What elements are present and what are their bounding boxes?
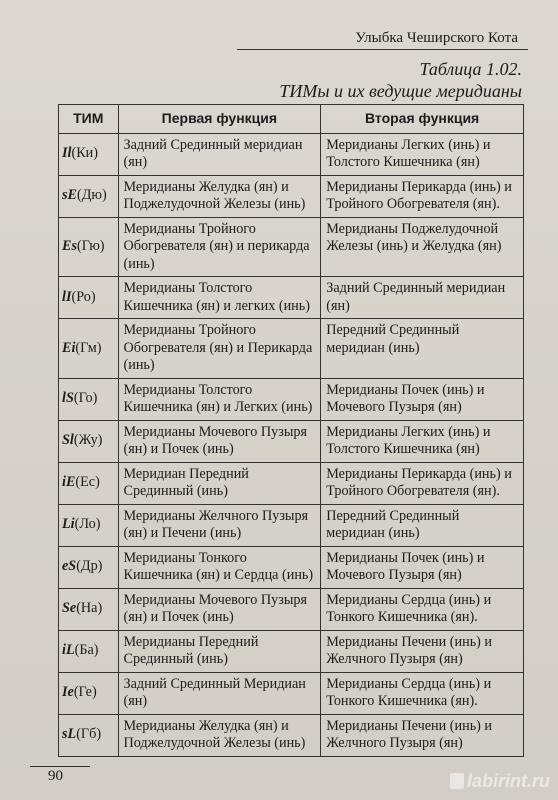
watermark-text: labirint.ru xyxy=(466,771,550,791)
tim-cell xyxy=(59,319,119,379)
tim-code: sE xyxy=(62,187,77,204)
table-row xyxy=(59,672,524,714)
table-row xyxy=(59,319,524,379)
tim-russian-name: (Ки) xyxy=(71,145,98,162)
table-row xyxy=(59,133,524,175)
second-function-cell: Меридианы Легких (инь) и Толстого Кишечника (ян) xyxy=(321,420,524,462)
tim-russian-name: (Гб) xyxy=(76,726,102,743)
first-function-cell: Меридианы Желудка (ян) и Поджелудочной Железы (инь) xyxy=(118,175,321,217)
caption-title: ТИМы и их ведущие меридианы xyxy=(279,81,522,101)
tim-code: Ie xyxy=(62,684,74,701)
tim-cell xyxy=(59,175,119,217)
table-row xyxy=(59,588,524,630)
tim-code: Li xyxy=(62,516,75,533)
tim-cell xyxy=(59,672,119,714)
tim-code: Se xyxy=(62,600,77,617)
table-row xyxy=(59,630,524,672)
tim-cell xyxy=(59,462,119,504)
table-row xyxy=(59,504,524,546)
second-function-cell: Меридианы Поджелудочной Железы (инь) и Желудка (ян) xyxy=(321,217,524,277)
first-function-cell: Меридианы Тонкого Кишечника (ян) и Сердца (инь) xyxy=(118,546,321,588)
header-rule xyxy=(237,49,528,50)
first-function-cell: Меридианы Желудка (ян) и Поджелудочной Железы (инь) xyxy=(118,714,321,756)
second-function-cell: Меридианы Печени (инь) и Желчного Пузыря (ян) xyxy=(321,714,524,756)
table-row xyxy=(59,462,524,504)
first-function-cell: Задний Срединный Меридиан (ян) xyxy=(118,672,321,714)
first-function-cell: Меридианы Мочевого Пузыря (ян) и Почек (инь) xyxy=(118,420,321,462)
second-function-cell: Меридианы Почек (инь) и Мочевого Пузыря (ян) xyxy=(321,546,524,588)
header-first-function: Первая функция xyxy=(118,105,321,134)
first-function-cell: Меридиан Передний Срединный (инь) xyxy=(118,462,321,504)
tim-russian-name: (Гю) xyxy=(76,238,105,254)
tim-cell xyxy=(59,277,119,319)
first-function-cell: Меридианы Толстого Кишечника (ян) и легких (инь) xyxy=(118,277,321,319)
caption-number: Таблица 1.02. xyxy=(419,59,522,79)
tim-cell xyxy=(59,420,119,462)
tim-russian-name: (На) xyxy=(76,600,103,617)
second-function-cell: Меридианы Сердца (инь) и Тонкого Кишечника (ян). xyxy=(321,672,524,714)
tim-code: eS xyxy=(62,558,77,575)
tim-code: iL xyxy=(62,642,75,659)
tim-russian-name: (Жу) xyxy=(73,432,103,449)
tim-russian-name: (Ло) xyxy=(74,516,101,533)
tim-code: Sl xyxy=(62,432,74,449)
running-header: Улыбка Чеширского Кота xyxy=(355,30,518,46)
footer-rule xyxy=(30,766,90,767)
tim-russian-name: (Ба) xyxy=(74,642,99,659)
first-function-cell: Меридианы Мочевого Пузыря (ян) и Почек (инь) xyxy=(118,588,321,630)
tim-cell xyxy=(59,504,119,546)
tim-russian-name: (Гм) xyxy=(75,339,102,356)
tim-cell xyxy=(59,630,119,672)
tim-code: Es xyxy=(62,238,77,254)
second-function-cell: Передний Срединный меридиан (инь) xyxy=(321,504,524,546)
table-row xyxy=(59,714,524,756)
watermark xyxy=(450,771,550,792)
page-number: 90 xyxy=(48,768,63,784)
labirint-logo-icon xyxy=(450,773,464,789)
tim-russian-name: (Ро) xyxy=(71,288,96,305)
tim-cell xyxy=(59,714,119,756)
first-function-cell: Меридианы Желчного Пузыря (ян) и Печени (инь) xyxy=(118,504,321,546)
table-row xyxy=(59,378,524,420)
tim-russian-name: (Ес) xyxy=(75,474,100,491)
second-function-cell: Меридианы Сердца (инь) и Тонкого Кишечника (ян). xyxy=(321,588,524,630)
table-row xyxy=(59,217,524,277)
tim-code: lS xyxy=(62,390,74,407)
table-row xyxy=(59,546,524,588)
tim-code: lI xyxy=(62,288,72,305)
second-function-cell: Меридианы Перикарда (инь) и Тройного Обогревателя (ян). xyxy=(321,175,524,217)
table-row xyxy=(59,175,524,217)
first-function-cell: Меридианы Тройного Обогревателя (ян) и Перикарда (инь) xyxy=(118,319,321,379)
table-header-row xyxy=(59,105,524,134)
table-caption xyxy=(279,58,522,102)
tim-code: sL xyxy=(62,726,77,743)
second-function-cell: Меридианы Перикарда (инь) и Тройного Обогревателя (ян). xyxy=(321,462,524,504)
first-function-cell: Меридианы Передний Срединный (инь) xyxy=(118,630,321,672)
tim-russian-name: (Др) xyxy=(76,558,103,575)
tim-code: Il xyxy=(62,145,72,162)
tim-code: Ei xyxy=(62,339,76,356)
meridians-table xyxy=(58,104,524,757)
tim-cell xyxy=(59,588,119,630)
header-tim: ТИМ xyxy=(59,105,119,134)
second-function-cell: Меридианы Печени (инь) и Желчного Пузыря (ян) xyxy=(321,630,524,672)
tim-cell xyxy=(59,378,119,420)
tim-cell xyxy=(59,546,119,588)
table-body xyxy=(59,133,524,756)
table-row xyxy=(59,277,524,319)
tim-cell xyxy=(59,133,119,175)
second-function-cell: Меридианы Легких (инь) и Толстого Кишечника (ян) xyxy=(321,133,524,175)
second-function-cell: Меридианы Почек (инь) и Мочевого Пузыря (ян) xyxy=(321,378,524,420)
first-function-cell: Меридианы Тройного Обогревателя (ян) и перикарда (инь) xyxy=(118,217,321,277)
tim-cell xyxy=(59,217,119,277)
second-function-cell: Передний Срединный меридиан (инь) xyxy=(321,319,524,379)
second-function-cell: Задний Срединный меридиан (ян) xyxy=(321,277,524,319)
tim-russian-name: (Го) xyxy=(73,390,98,407)
tim-russian-name: (Дю) xyxy=(76,187,107,204)
tim-code: iE xyxy=(62,474,76,491)
table-row xyxy=(59,420,524,462)
header-second-function: Вторая функция xyxy=(321,105,524,134)
first-function-cell: Задний Срединный меридиан (ян) xyxy=(118,133,321,175)
tim-russian-name: (Ге) xyxy=(73,684,97,701)
first-function-cell: Меридианы Толстого Кишечника (ян) и Легких (инь) xyxy=(118,378,321,420)
